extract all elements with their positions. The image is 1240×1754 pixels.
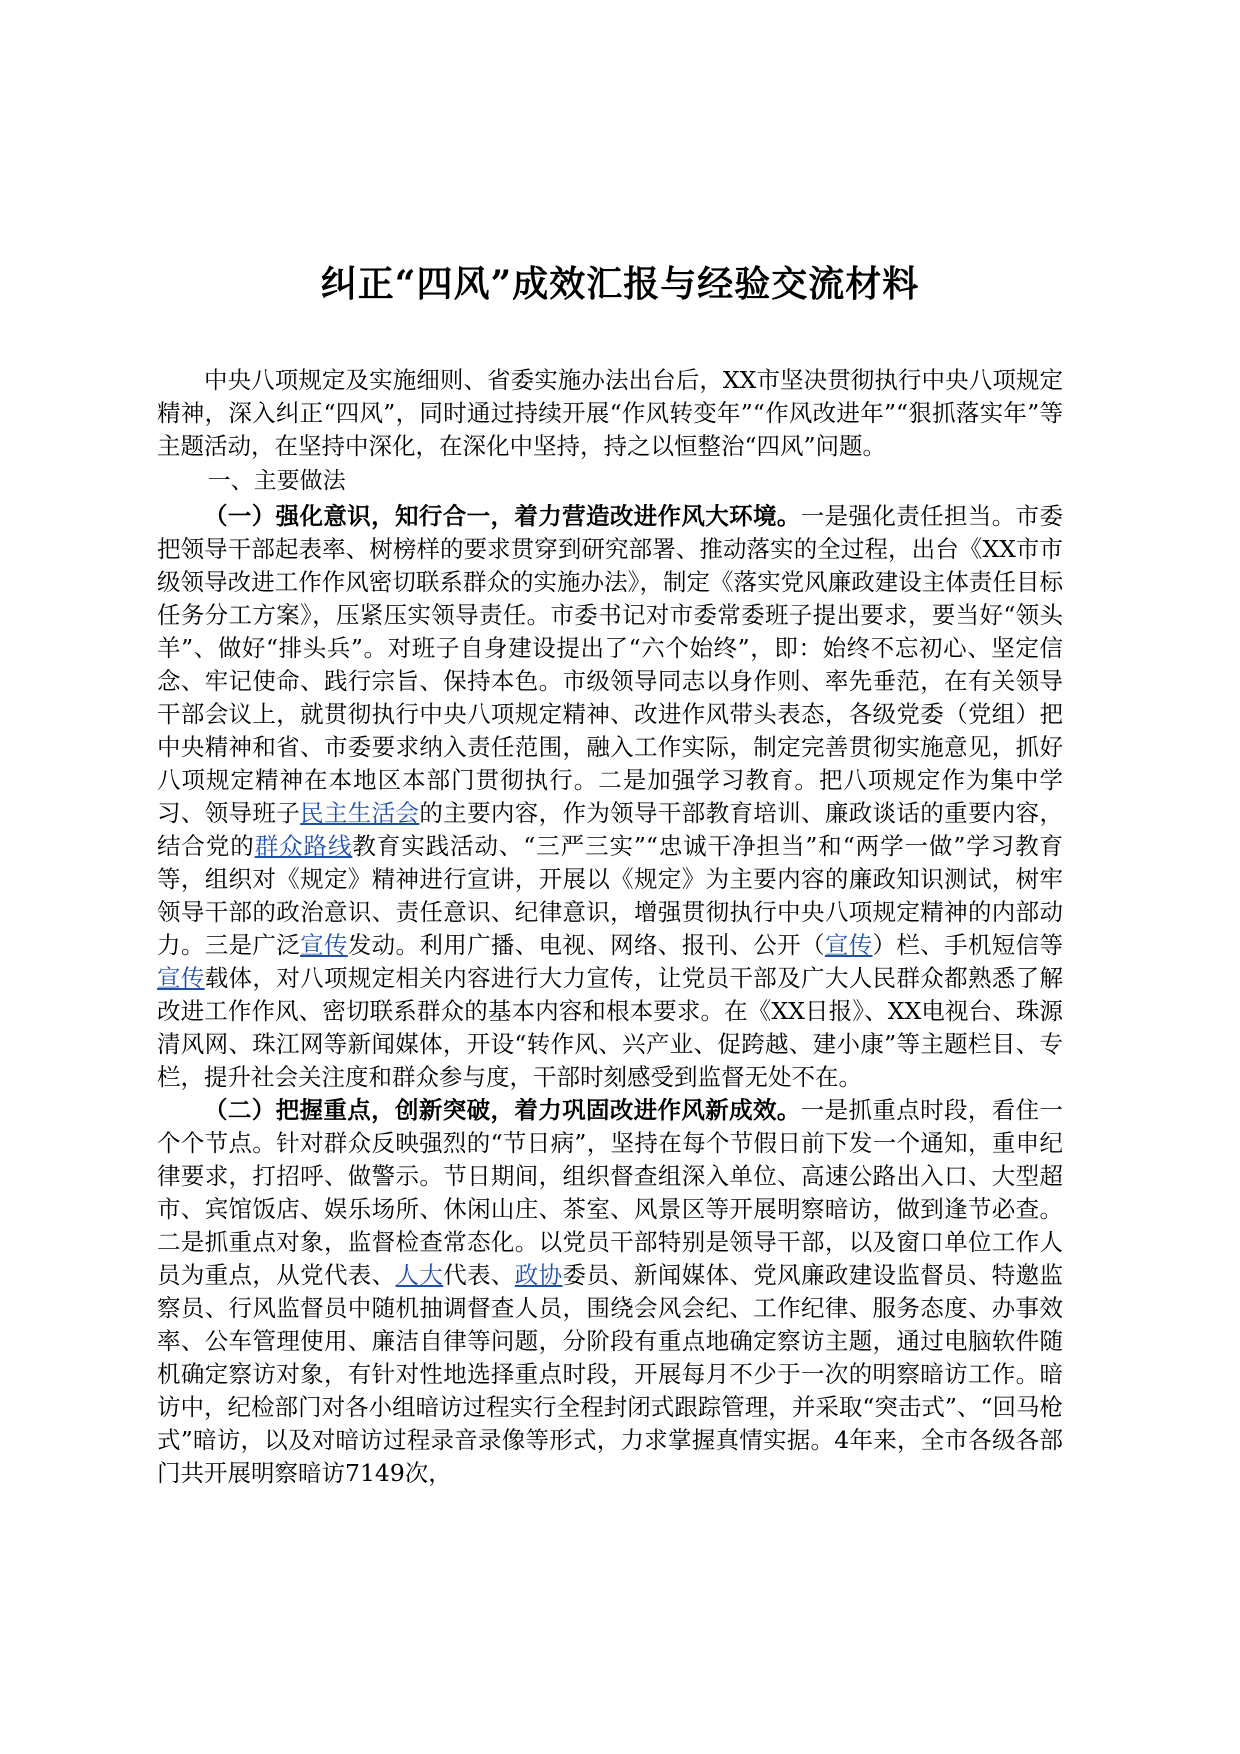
paragraph-2-text-3: 委员、新闻媒体、党风廉政建设监督员、特邀监察员、行风监督员中随机抽调督查人员，围绕会风会纪、工作纪律、服务态度、办事效率、公车管理使用、廉洁自律等问题，分阶段有重点地确定察访主题，通过电脑软件随机确定察访对象，有针对性地选择重点时段，开展每月不少于一次的明察暗访工作。暗访中，纪检部门对各小组暗访过程实行全程封闭式跟踪管理，并采取“突击式”、“回马枪式”暗访，以及对暗访过程录音录像等形式，力求掌握真情实据。4年来，全市各级各部门共开展明察暗访7149次， (157, 1261, 1064, 1487)
paragraph-1-text-2: 的主要内容，作为领导干部教育培训、廉政谈话的重要内容，结合党的 (157, 799, 1064, 860)
paragraph-2-text-2: 代表、 (443, 1261, 515, 1289)
link-democratic-life-meeting[interactable]: 民主生活会 (300, 799, 420, 827)
paragraph-2 (157, 1094, 1063, 1490)
paragraph-2-lead: （二）把握重点，创新突破，着力巩固改进作风新成效。 (204, 1096, 801, 1124)
paragraph-1-text-3: 教育实践活动、“三严三实”“忠诚干净担当”和“两学一做”学习教育等，组织对《规定》精神进行宣讲，开展以《规定》为主要内容的廉政知识测试，树牢领导干部的政治意识、责任意识、纪律意识，增强贯彻执行中央八项规定精神的内部动力。三是广泛 (157, 832, 1064, 959)
paragraph-1-text-6: 载体，对八项规定相关内容进行大力宣传，让党员干部及广大人民群众都熟悉了解改进工作作风、密切联系群众的基本内容和根本要求。在《XX日报》、XX电视台、珠源清风网、珠江网等新闻媒体，开设“转作风、兴产业、促跨越、建小康”等主题栏目、专栏，提升社会关注度和群众参与度，干部时刻感受到监督无处不在。 (157, 964, 1063, 1091)
paragraph-1-text-4: 发动。利用广播、电视、网络、报刊、公开（ (347, 931, 825, 959)
section-heading-main-practices: 一、主要做法 (207, 468, 346, 494)
intro-paragraph: 中央八项规定及实施细则、省委实施办法出台后，XX市坚决贯彻执行中央八项规定精神，深入纠正“四风”，同时通过持续开展“作风转变年”“作风改进年”“狠抓落实年”等主题活动，在坚持中深化，在深化中坚持，持之以恒整治“四风”问题。 (157, 366, 1063, 460)
document-body (157, 364, 1063, 1490)
paragraph-1-text-5: ）栏、手机短信等 (872, 931, 1064, 959)
paragraph-1-text-1: 一是强化责任担当。市委把领导干部起表率、树榜样的要求贯穿到研究部署、推动落实的全过程，出台《XX市市级领导改进工作作风密切联系群众的实施办法》，制定《落实党风廉政建设主体责任目标任务分工方案》，压紧压实领导责任。市委书记对市委常委班子提出要求，要当好“领头羊”、做好“排头兵”。对班子自身建设提出了“六个始终”，即：始终不忘初心、坚定信念、牢记使命、践行宗旨、保持本色。市级领导同志以身作则、率先垂范，在有关领导干部会议上，就贯彻执行中央八项规定精神、改进作风带头表态，各级党委（党组）把中央精神和省、市委要求纳入责任范围，融入工作实际，制定完善贯彻实施意见，抓好八项规定精神在本地区本部门贯彻执行。二是加强学习教育。把八项规定作为集中学习、领导班子 (157, 502, 1064, 827)
link-publicity-2[interactable]: 宣传 (824, 931, 873, 959)
link-npc[interactable]: 人大 (395, 1261, 444, 1289)
link-publicity-1[interactable]: 宣传 (300, 931, 348, 959)
link-publicity-3[interactable]: 宣传 (157, 964, 205, 992)
link-cppcc[interactable]: 政协 (514, 1261, 563, 1289)
link-mass-line[interactable]: 群众路线 (254, 832, 353, 860)
paragraph-1-lead: （一）强化意识，知行合一，着力营造改进作风大环境。 (204, 502, 801, 530)
paragraph-1 (157, 500, 1063, 1094)
paragraph-2-text-1: 一是抓重点时段，看住一个个节点。针对群众反映强烈的“节日病”，坚持在每个节假日前下发一个通知，重申纪律要求，打招呼、做警示。节日期间，组织督查组深入单位、高速公路出入口、大型超市、宾馆饭店、娱乐场所、休闲山庄、茶室、风景区等开展明察暗访，做到逢节必查。二是抓重点对象，监督检查常态化。以党员干部特别是领导干部，以及窗口单位工作人员为重点，从党代表、 (157, 1096, 1064, 1289)
document-title: 纠正“四风”成效汇报与经验交流材料 (320, 263, 920, 305)
